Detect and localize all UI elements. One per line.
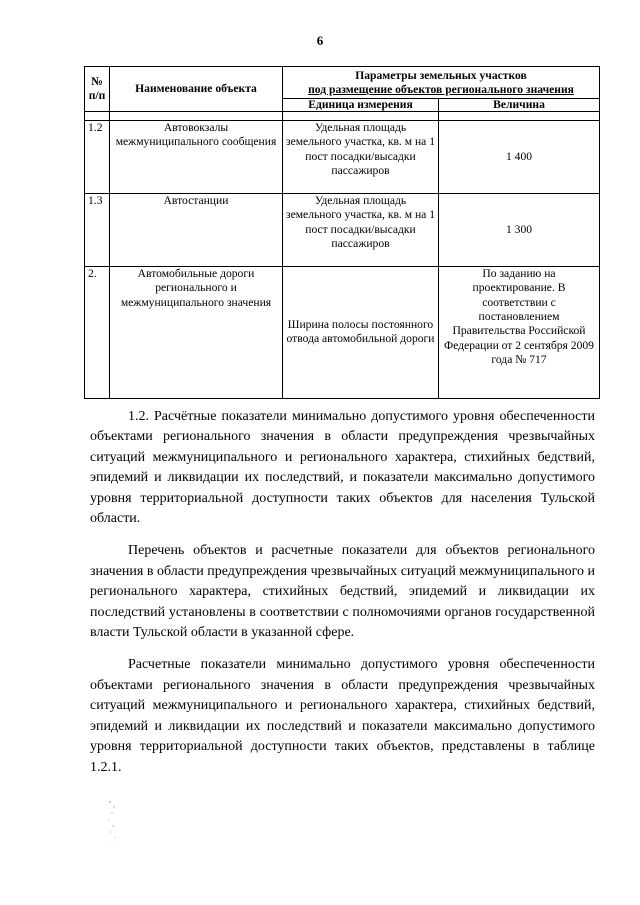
header-name: Наименование объекта [110,67,283,112]
header-value: Величина [439,98,600,111]
table-row [85,193,600,266]
row-num: 1.3 [85,193,110,266]
row-name: Автомобильные дороги регионального и межмуниципального значения [110,266,283,398]
row-value: По заданию на проектирование. В соответствии с постановлением Правительства Российской Федерации от 2 сентября 2009 года № 717 [439,266,600,398]
header-num: № п/п [85,67,110,112]
row-unit: Удельная площадь земельного участка, кв. м на 1 пост посадки/высадки пассажиров [283,120,439,193]
paragraph: Расчетные показатели минимально допустимого уровня обеспеченности объектами регионального значения в области предупреждения чрезвычайных ситуаций межмуниципального и регионального характера, стихийных бедствий, эпидемий и ликвидации их последствий и показатели максимально допустимого уровня территориальной доступности таких объектов, представлены в таблице 1.2.1. [90,657,595,775]
table-row [85,120,600,193]
header-params-line1: Параметры земельных участков [355,69,527,82]
table-spacer-row [85,111,600,120]
header-unit: Единица измерения [283,98,439,111]
table-row [85,266,600,398]
land-parameters-table [84,66,600,399]
row-unit: Ширина полосы постоянного отвода автомобильной дороги [283,266,439,398]
row-unit: Удельная площадь земельного участка, кв. м на 1 пост посадки/высадки пассажиров [283,193,439,266]
scan-specks [104,798,134,848]
body-text [90,407,595,778]
row-name: Автостанции [110,193,283,266]
paragraph: 1.2. Расчётные показатели минимально допустимого уровня обеспеченности объектами регионального значения в области предупреждения чрезвычайных ситуаций межмуниципального и регионального характера, стихийных бедствий, эпидемий и ликвидации их последствий, и показатели максимально допустимого уровня территориальной доступности таких объектов для населения Тульской области. [90,409,595,527]
paragraph: Перечень объектов и расчетные показатели для объектов регионального значения в области предупреждения чрезвычайных ситуаций межмуниципального и регионального характера, стихийных бедствий, эпидемий и ликвидации их последствий установлены в соответствии с полномочиями органов государственной власти Тульской области в указанной сфере. [90,543,595,641]
row-value: 1 400 [439,120,600,193]
row-value: 1 300 [439,193,600,266]
row-num: 1.2 [85,120,110,193]
row-name: Автовокзалы межмуниципального сообщения [110,120,283,193]
header-params-line2: под размещение объектов регионального значения [308,83,574,97]
page-number: 6 [316,33,324,48]
header-params [283,67,600,99]
row-num: 2. [85,266,110,398]
